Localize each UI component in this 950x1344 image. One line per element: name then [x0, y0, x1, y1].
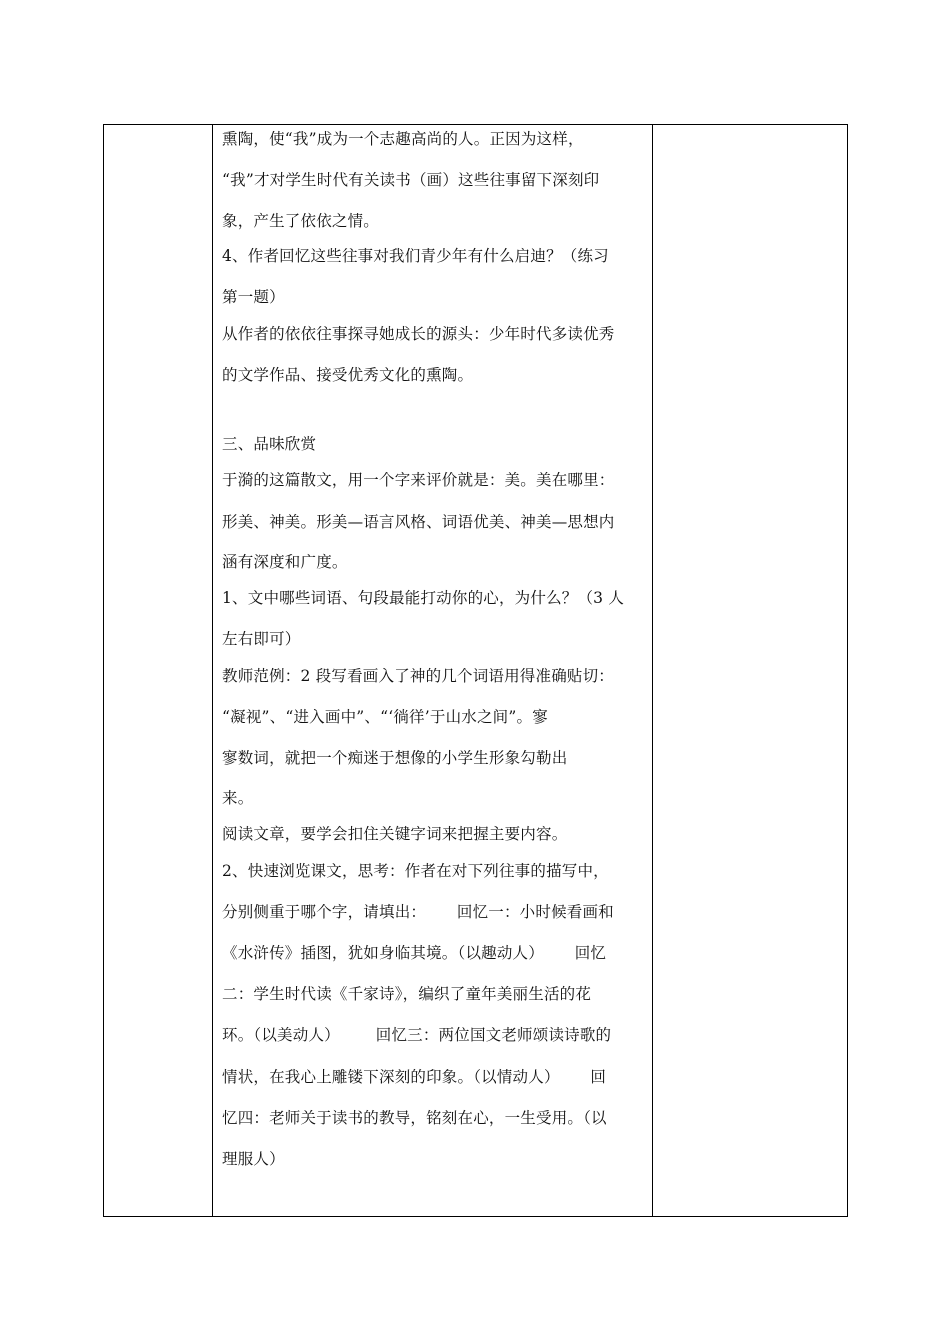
text-line: 熏陶，使“我”成为一个志趣高尚的人。正因为这样，: [222, 130, 584, 148]
lesson-plan-table: [103, 124, 848, 1217]
text-line: 第一题）: [222, 288, 285, 306]
text-line: 教师范例：2 段写看画入了神的几个词语用得准确贴切：: [222, 667, 614, 685]
text-line: 左右即可）: [222, 630, 301, 648]
text-line: 寥数词，就把一个痴迷于想像的小学生形象勾勒出: [222, 749, 568, 767]
text-line: 的文学作品、接受优秀文化的熏陶。: [222, 366, 474, 384]
text-line: 二：学生时代读《千家诗》，编织了童年美丽生活的花: [222, 985, 592, 1003]
text-line: “凝视”、“进入画中”、“‘徜徉’于山水之间”。寥: [222, 708, 548, 726]
text-line: 理服人）: [222, 1150, 285, 1168]
text-line: 形美、神美。形美—语言风格、词语优美、神美—思想内: [222, 513, 615, 531]
text-line: 来。: [222, 789, 254, 807]
text-line: “我”才对学生时代有关读书（画）这些往事留下深刻印: [222, 171, 600, 189]
column-divider-right: [652, 125, 653, 1216]
text-line: 从作者的依依往事探寻她成长的源头：少年时代多读优秀: [222, 325, 615, 343]
column-divider-left: [212, 125, 213, 1216]
text-line: 4、作者回忆这些往事对我们青少年有什么启迪？（练习: [222, 247, 609, 265]
text-line: 象，产生了依依之情。: [222, 212, 380, 230]
text-line: 分别侧重于哪个字，请填出： 回忆一：小时候看画和: [222, 903, 614, 921]
text-line: 1、文中哪些词语、句段最能打动你的心，为什么？（3 人: [222, 589, 625, 607]
section-heading: 三、品味欣赏: [222, 435, 317, 453]
text-line: 2、快速浏览课文，思考：作者在对下列往事的描写中，: [222, 862, 609, 880]
text-line: 于漪的这篇散文，用一个字来评价就是：美。美在哪里：: [222, 471, 615, 489]
text-line: 涵有深度和广度。: [222, 553, 348, 571]
text-line: 阅读文章，要学会扣住关键字词来把握主要内容。: [222, 825, 568, 843]
text-line: 情状，在我心上雕镂下深刻的印象。（以情动人） 回: [222, 1068, 607, 1086]
text-line: 忆四：老师关于读书的教导，铭刻在心，一生受用。（以: [222, 1109, 607, 1127]
text-line: 《水浒传》插图，犹如身临其境。（以趣动人） 回忆: [222, 944, 607, 962]
text-line: 环。（以美动人） 回忆三：两位国文老师颂读诗歌的: [222, 1026, 612, 1044]
